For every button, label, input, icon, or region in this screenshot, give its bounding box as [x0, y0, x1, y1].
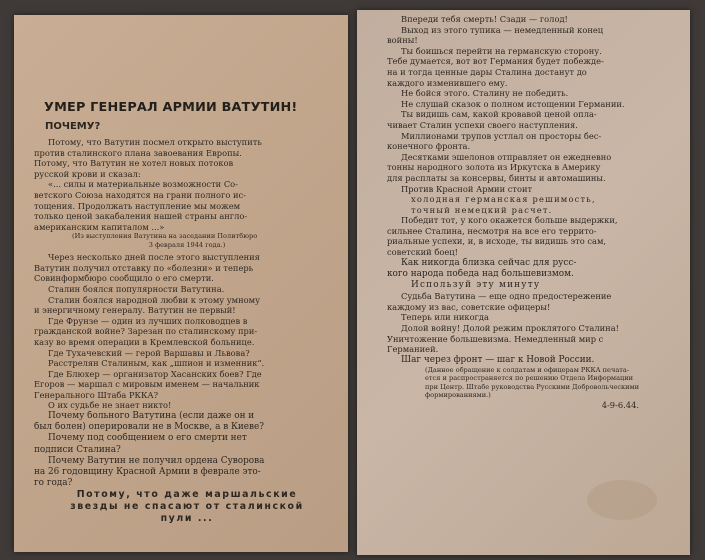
text-line: на 26 годовщину Красной Армии в феврале это-: [34, 467, 261, 478]
text-line: сильнее Сталина, несмотря на все его террито-: [387, 225, 597, 236]
text-line: 3 февраля 1944 года.): [148, 240, 226, 249]
text-line: только ценой закабаления нашей страны англо-: [34, 211, 248, 222]
text-line: Где Тухачевский — герой Варшавы и Львова?: [48, 347, 250, 358]
text-line: Выход из этого тупика — немедленный конец: [401, 24, 604, 35]
text-line: и энергичному генералу. Ватутин не первый!: [34, 305, 236, 316]
text-line: чивает Сталин успехи своего наступления.: [387, 119, 578, 130]
text-line: Против Красной Армии стоит: [401, 183, 533, 194]
text-line: Почему под сообщением о его смерти нет: [48, 433, 247, 444]
left-body-text: [34, 137, 340, 525]
text-line: Расстрелян Сталиным, как „шпион и изменник“.: [48, 358, 265, 369]
text-line: ется и распространяется по решению Отдела Информации: [425, 374, 634, 383]
text-line: Уничтожение большевизма. Немедленный мир с: [387, 333, 604, 344]
text-line: при Центр. Штабе руководства Русскими Добровольческими: [425, 382, 640, 391]
text-line: тощения. Продолжать наступление мы можем: [34, 200, 241, 211]
text-line: точный немецкий расчет.: [411, 204, 553, 215]
leaflet-subtitle: ПОЧЕМУ?: [45, 121, 101, 132]
text-line: кого народа победа над большевизмом.: [387, 268, 574, 279]
text-line: каждого изменившего ему.: [387, 77, 508, 88]
text-line: каждому из вас, советские офицеры!: [387, 301, 551, 312]
text-line: (Из выступления Ватутина на заседании Политбюро: [72, 232, 258, 241]
text-line: был болен) оперировали не в Москве, а в Киеве?: [34, 422, 265, 433]
leaflet-page-left: [14, 15, 348, 552]
text-line: Шаг через фронт — шаг к Новой России.: [401, 354, 595, 365]
text-line: для расплаты за консервы, бинты и автомашины.: [387, 172, 606, 183]
text-line: Десятками эшелонов отправляет он ежедневно: [401, 151, 612, 162]
text-line: Победит тот, у кого окажется больше выдержки,: [401, 215, 618, 226]
text-line: Где Фрунзе — один из лучших полководцев в: [48, 315, 248, 326]
text-line: тонны народного золота из Иркутска в Америку: [387, 162, 601, 173]
text-line: американским капиталом ...»: [34, 221, 165, 232]
text-line: войны!: [387, 35, 418, 46]
text-line: Впереди тебя смерть! Сзади — голод!: [401, 14, 568, 24]
text-line: против сталинского плана завоевания Европы.: [34, 147, 242, 158]
text-line: Через несколько дней после этого выступления: [48, 252, 260, 263]
text-line: Теперь или никогда: [401, 312, 489, 323]
text-line: казу во время операции в Кремлевской больнице.: [34, 336, 255, 347]
text-line: русской крови и сказал:: [34, 168, 141, 179]
text-line: Генерального Штаба РККА?: [34, 389, 159, 400]
text-line: Не бойся этого. Сталину не победить.: [401, 88, 569, 99]
text-line: Сталин боялся популярности Ватутина.: [48, 283, 225, 294]
text-line: Сталин боялся народной любви к этому умному: [48, 294, 261, 305]
text-line: советский боец!: [387, 247, 458, 258]
text-line: Ты боишься перейти на германскую сторону.: [401, 45, 602, 56]
text-line: Почему Ватутин не получил ордена Суворова: [48, 455, 265, 466]
text-line: риальные успехи, и, в исходе, ты видишь это сам,: [387, 236, 607, 247]
leaflet-page-right: [357, 10, 690, 555]
text-line: конечного фронта.: [387, 141, 471, 152]
text-line: Потому, что Ватутин посмел открыто выступить: [48, 137, 262, 147]
text-line: Где Блюхер — организатор Хасанских боев? Где: [48, 368, 262, 379]
text-line: пули ...: [160, 513, 214, 525]
text-line: Ты видишь сам, какой кровавой ценой опла-: [401, 109, 597, 120]
text-line: (Данное обращение к солдатам и офицерам РККА печата-: [425, 366, 630, 375]
text-line: Потому, что даже маршальские: [76, 489, 298, 501]
right-body-text: [387, 14, 683, 410]
text-line: 4-9-6.44.: [601, 399, 639, 410]
leaflet-title: УМЕР ГЕНЕРАЛ АРМИИ ВАТУТИН!: [44, 100, 298, 115]
text-line: Потому, что Ватутин не хотел новых потоков: [34, 158, 234, 169]
text-line: Как никогда близка сейчас для русс-: [401, 257, 577, 268]
text-line: «... силы и материальные возможности Со-: [48, 179, 238, 190]
text-line: Миллионами трупов устлал он просторы бес-: [401, 130, 602, 141]
text-line: Совинформбюро сообщило о его смерти.: [34, 273, 214, 284]
text-line: холодная германская решимость,: [411, 194, 596, 205]
text-line: Используй эту минуту: [411, 280, 541, 291]
text-line: Тебе думается, вот вот Германия будет побежде-: [387, 56, 604, 67]
text-line: подписи Сталина?: [34, 444, 121, 455]
text-line: Германией.: [387, 344, 439, 355]
text-line: на и тогда ценные дары Сталина достанут до: [387, 66, 587, 77]
text-line: Почему больного Ватутина (если даже он и: [48, 411, 255, 422]
text-line: Долой войну! Долой режим проклятого Сталина!: [401, 323, 619, 334]
text-line: Ватутин получил отставку по «болезни» и теперь: [34, 262, 254, 273]
text-line: го года?: [34, 478, 73, 489]
text-line: Судьба Ватутина — еще одно предостережение: [401, 291, 612, 302]
text-line: Егоров — маршал с мировым именем — начальник: [34, 379, 260, 390]
paper-stain: [587, 480, 657, 520]
text-line: ветского Союза находятся на грани полного ис-: [34, 189, 246, 200]
text-line: Не слушай сказок о полном истощении Германии.: [401, 98, 625, 109]
text-line: гражданской войне? Зарезан по сталинскому при-: [34, 326, 258, 337]
text-line: О их судьбе не знает никто!: [48, 400, 172, 411]
text-line: звезды не спасают от сталинской: [70, 501, 304, 513]
text-line: формированиями.): [425, 391, 491, 400]
